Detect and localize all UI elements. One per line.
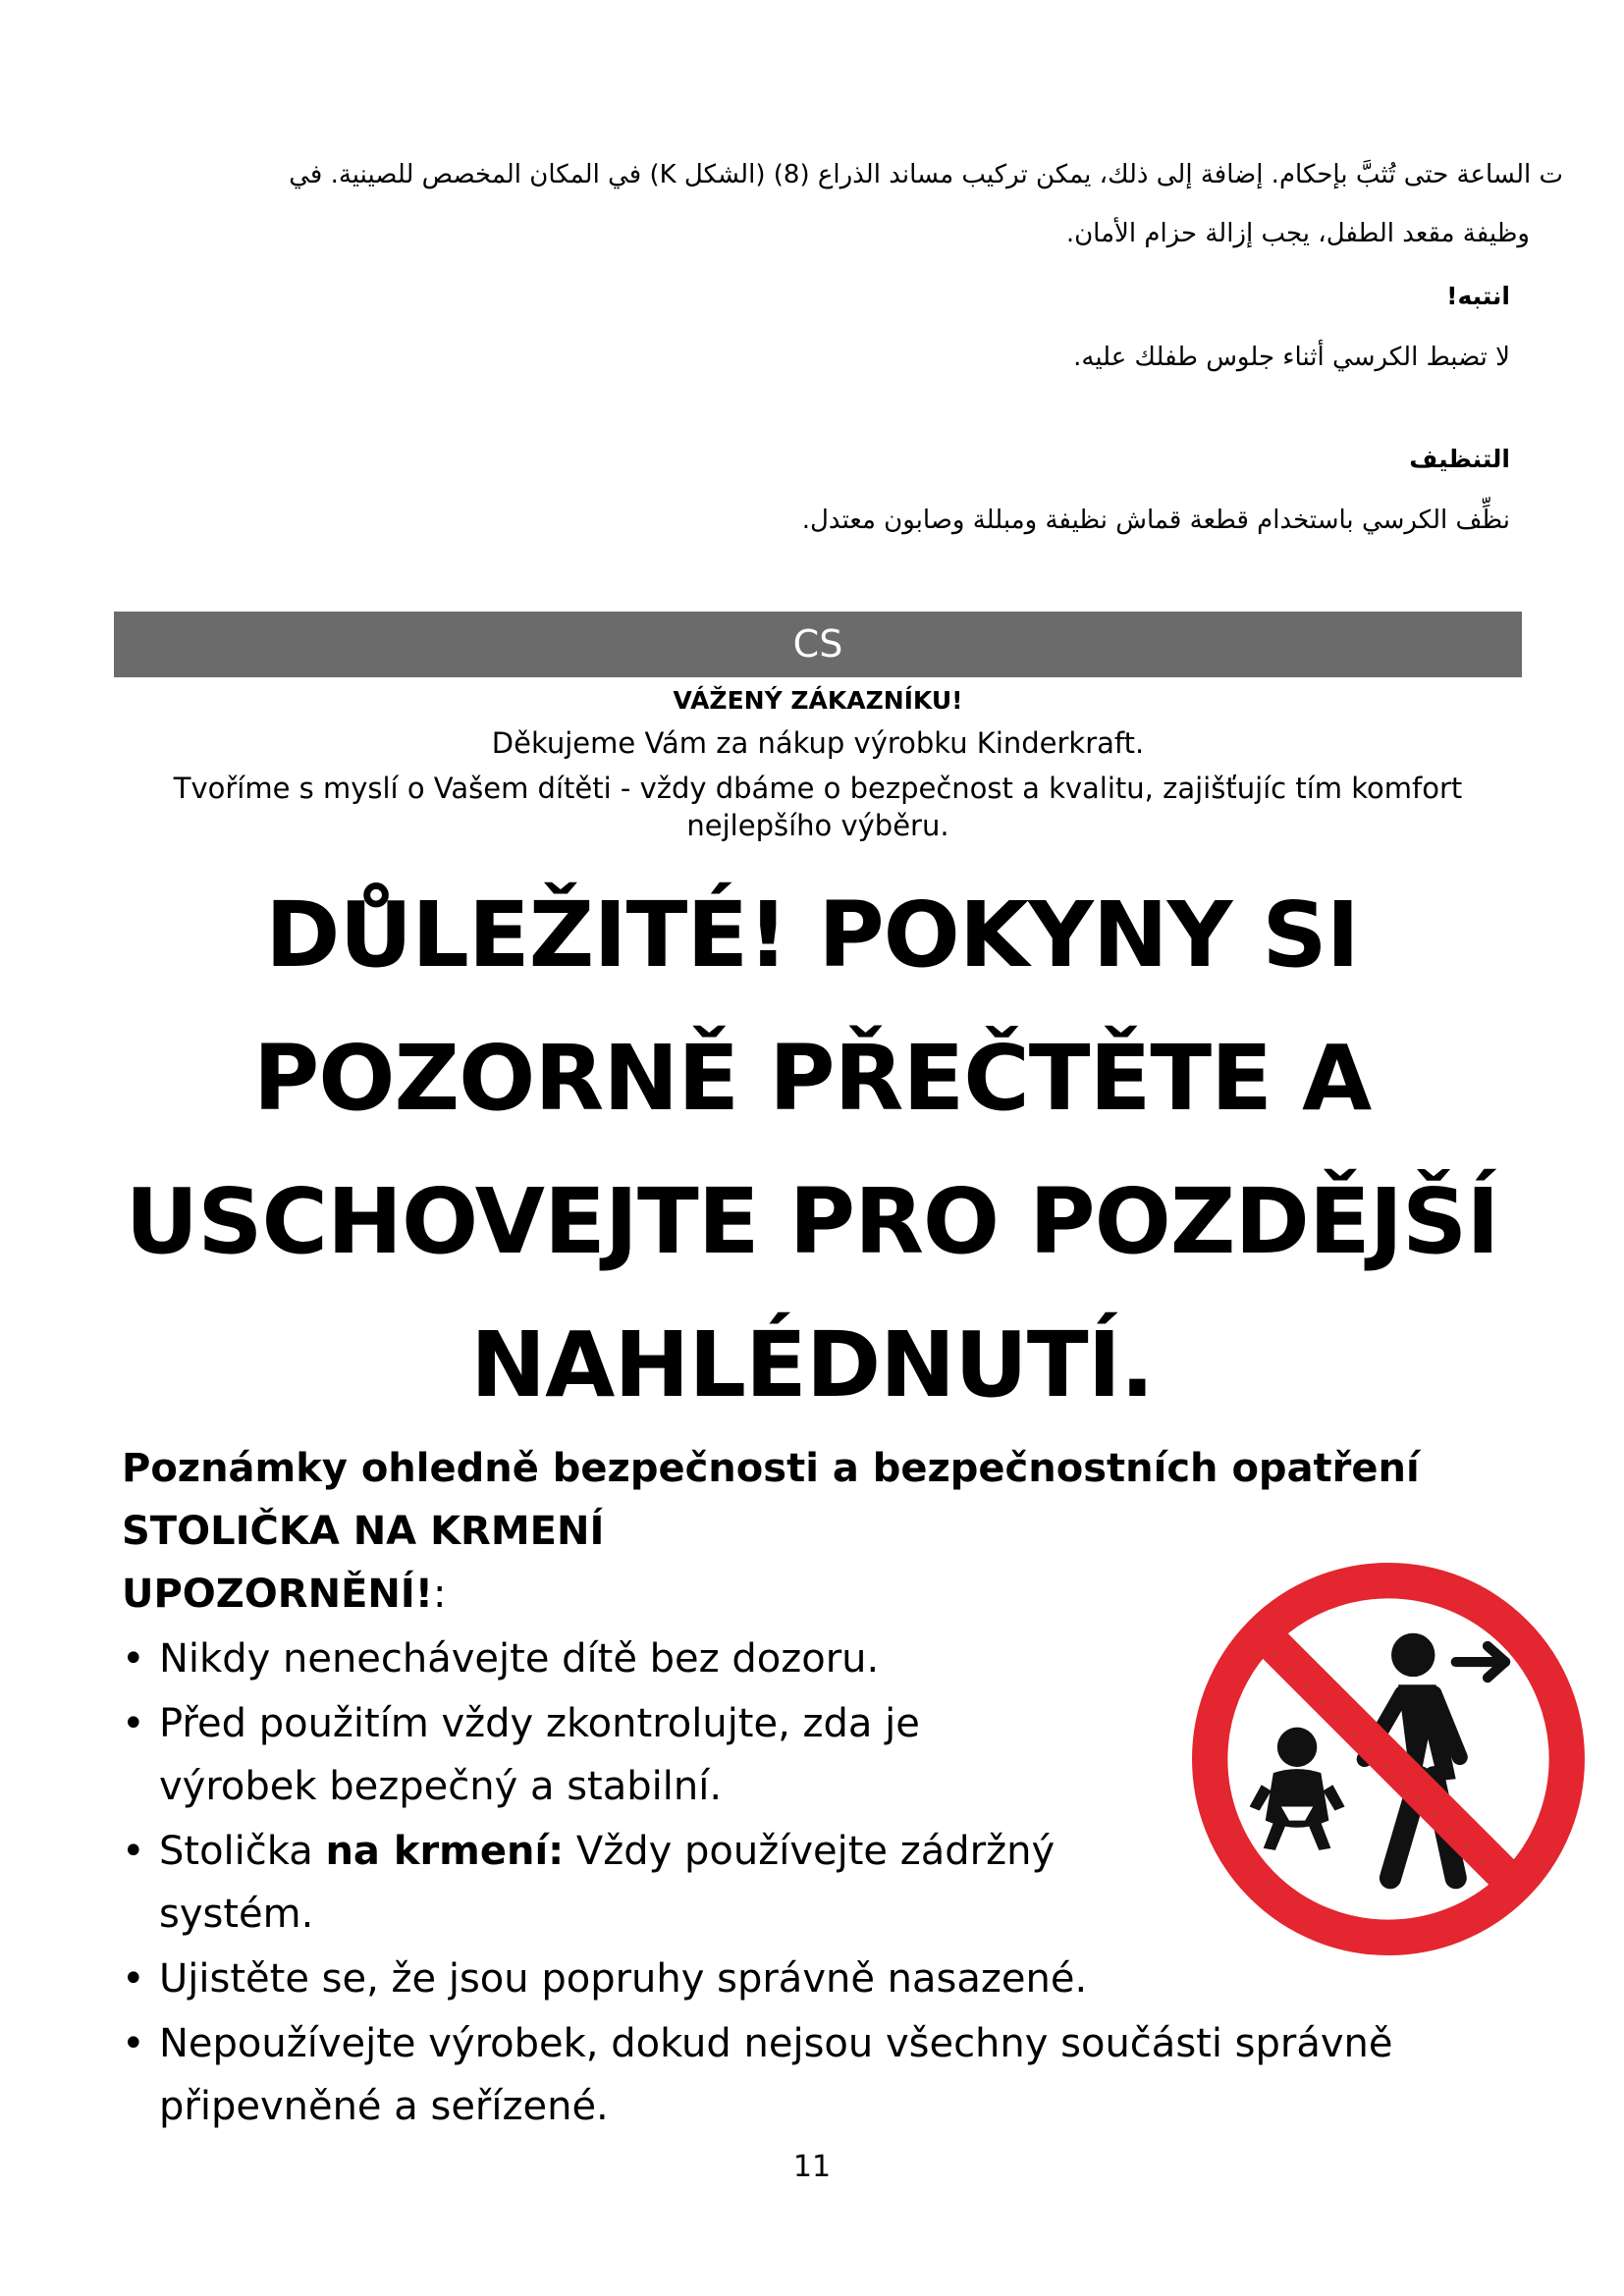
list-item [122,1820,1141,1946]
arabic-cleaning-text: نظِّف الكرسي باستخدام قطعة قماش نظيفة ومبللة وصابون معتدل. [801,506,1510,535]
bullet-text: Před použitím vždy zkontrolujte, zda je výrobek bezpečný a stabilní. [159,1701,920,1809]
bullet-text: Nikdy nenechávejte dítě bez dozoru. [159,1636,880,1682]
greeting-intro: Tvoříme s myslí o Vašem dítěti - vždy dbáme o bezpečnost a kvalitu, zajišťujíc tím komfort nejlepšího výběru. [173,772,1463,842]
bullet-text: Nepoužívejte výrobek, dokud nejsou všechny součásti správně připevněné a seřízené. [159,2021,1393,2129]
bullet-dot: • [122,1956,145,2002]
page-number: 11 [792,2150,832,2184]
bullet-dot: • [122,1701,145,1746]
list-item [122,1692,1023,1818]
arabic-paragraph-line-1: ت الساعة حتى تُثبَّ بإحكام. إضافة إلى ذلك، يمكن تركيب مساند الذراع (8) (الشكل K) في المكان المخصص للصينية. في [289,160,1563,189]
warning-title-row [122,1563,447,1626]
arabic-attention-title: انتبه! [1446,282,1510,310]
language-section-bar: CS [114,612,1522,677]
list-item [122,2012,1534,2138]
bullet-text-bold: na krmení: [325,1829,565,1874]
bullet-dot: • [122,2021,145,2066]
bullet-dot: • [122,1636,145,1682]
highchair-title: STOLIČKA NA KRMENÍ [122,1509,605,1554]
safety-section-title: Poznámky ohledně bezpečnosti a bezpečnostních opatření [122,1446,1420,1491]
warning-colon: : [433,1572,447,1617]
bullet-text-post: Vždy používejte zádržný systém. [159,1829,1056,1937]
arabic-cleaning-title: التنظيف [1409,445,1510,473]
bullet-text-pre: Stolička [159,1829,326,1874]
important-headline: DŮLEŽITÉ! POKYNY SI POZORNĚ PŘEČTĚTE A USCHOVEJTE PRO POZDĚJŠÍ NAHLÉDNUTÍ. [125,882,1499,1417]
do-not-leave-child-unattended-icon [1190,1561,1587,1957]
greeting-thanks: Děkujeme Vám za nákup výrobku Kinderkraft. [491,726,1145,760]
warning-title: UPOZORNĚNÍ! [122,1572,434,1617]
bullet-dot: • [122,1829,145,1874]
greeting-title: VÁŽENÝ ZÁKAZNÍKU! [673,686,963,715]
arabic-attention-text: لا تضبط الكرسي أثناء جلوس طفلك عليه. [1073,343,1510,372]
list-item [122,1628,1200,1690]
bullet-text: Ujistěte se, že jsou popruhy správně nasazené. [159,1956,1088,2002]
arabic-paragraph-line-2: وظيفة مقعد الطفل، يجب إزالة حزام الأمان. [1065,219,1530,248]
